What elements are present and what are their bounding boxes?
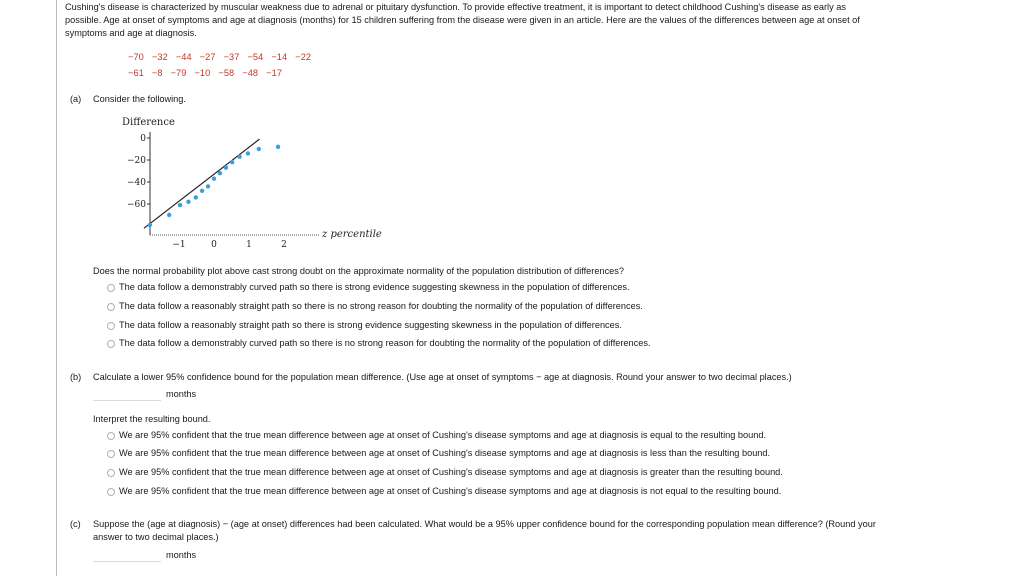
data-point <box>194 195 198 199</box>
part-c-units: months <box>166 550 197 560</box>
x-tick-label: 0 <box>211 240 217 250</box>
intro-line-2: possible. Age at onset of symptoms and age at diagnosis (months) for 15 children suffering from the disease were given in an article. Here are the values of the differences between age at onset of <box>65 15 860 25</box>
part-a-label: (a) <box>70 94 82 104</box>
intro-line-3: symptoms and age at diagnosis. <box>65 28 197 38</box>
data-value: −14 <box>271 52 288 62</box>
y-tick-label: −20 <box>127 156 146 166</box>
radio-a-3[interactable] <box>107 322 115 330</box>
data-value: −54 <box>247 52 264 62</box>
data-value: −10 <box>194 68 211 78</box>
data-point <box>218 171 222 175</box>
radio-b-1[interactable] <box>107 432 115 440</box>
option-a-3[interactable]: The data follow a reasonably straight path so there is strong evidence suggesting skewness in the population of differences. <box>119 320 622 330</box>
data-point <box>246 151 250 155</box>
x-tick-label: 2 <box>281 240 287 250</box>
intro-line-1: Cushing's disease is characterized by muscular weakness due to adrenal or pituitary dysfunction. To provide effective treatment, it is important to detect childhood Cushing's disease as early as <box>65 2 846 12</box>
lower-bound-input[interactable] <box>93 388 161 401</box>
data-row-2 <box>128 68 290 78</box>
data-point <box>230 160 234 164</box>
part-b-label: (b) <box>70 372 82 382</box>
data-value: −79 <box>170 68 187 78</box>
data-point <box>148 223 152 227</box>
radio-b-3[interactable] <box>107 469 115 477</box>
x-tick-label: −1 <box>172 240 186 250</box>
data-value: −8 <box>151 68 163 78</box>
x-axis-label: z percentile <box>322 229 382 240</box>
data-value: −70 <box>128 52 144 62</box>
radio-a-1[interactable] <box>107 284 115 292</box>
data-row-1 <box>128 52 319 62</box>
data-point <box>224 166 228 170</box>
radio-b-2[interactable] <box>107 450 115 458</box>
radio-b-4[interactable] <box>107 488 115 496</box>
data-point <box>200 189 204 193</box>
data-point <box>257 147 261 151</box>
data-value: −27 <box>199 52 216 62</box>
part-b-interpret: Interpret the resulting bound. <box>93 414 211 424</box>
option-b-4[interactable]: We are 95% confident that the true mean difference between age at onset of Cushing's disease symptoms and age at diagnosis is not equal to the resulting bound. <box>119 486 782 496</box>
data-value: −32 <box>151 52 168 62</box>
data-value: −48 <box>242 68 259 78</box>
data-point <box>276 145 280 149</box>
option-b-2[interactable]: We are 95% confident that the true mean difference between age at onset of Cushing's disease symptoms and age at diagnosis is less than the resulting bound. <box>119 448 771 458</box>
y-tick-label: −60 <box>127 200 146 210</box>
option-b-1[interactable]: We are 95% confident that the true mean difference between age at onset of Cushing's disease symptoms and age at diagnosis is equal to the resulting bound. <box>119 430 766 440</box>
part-b-units: months <box>166 389 197 399</box>
option-a-1[interactable]: The data follow a demonstrably curved path so there is strong evidence suggesting skewness in the population of differences. <box>119 282 630 292</box>
part-b-prompt: Calculate a lower 95% confidence bound for the population mean difference. (Use age at onset of symptoms − age at diagnosis. Round your answer to two decimal places.) <box>93 372 792 382</box>
radio-a-2[interactable] <box>107 303 115 311</box>
part-c-prompt-line-2: answer to two decimal places.) <box>93 532 219 542</box>
data-value: −44 <box>175 52 192 62</box>
left-border <box>56 0 57 576</box>
data-point <box>178 203 182 207</box>
part-a-question: Does the normal probability plot above cast strong doubt on the approximate normality of the population distribution of differences? <box>93 266 624 276</box>
y-tick-label: 0 <box>140 134 146 144</box>
part-c-label: (c) <box>70 519 81 529</box>
data-value: −17 <box>266 68 283 78</box>
y-tick-label: −40 <box>127 178 146 188</box>
data-point <box>212 177 216 181</box>
option-a-2[interactable]: The data follow a reasonably straight path so there is no strong reason for doubting the normality of the population of differences. <box>119 301 643 311</box>
y-axis-label: Difference <box>122 117 175 128</box>
upper-bound-input[interactable] <box>93 549 161 562</box>
normal-probability-plot <box>110 110 400 255</box>
data-point <box>206 184 210 188</box>
data-point <box>186 200 190 204</box>
data-value: −61 <box>128 68 144 78</box>
data-point <box>237 155 241 159</box>
data-value: −37 <box>223 52 240 62</box>
x-tick-label: 1 <box>246 240 252 250</box>
radio-a-4[interactable] <box>107 340 115 348</box>
option-b-3[interactable]: We are 95% confident that the true mean difference between age at onset of Cushing's disease symptoms and age at diagnosis is greater than the resulting bound. <box>119 467 783 477</box>
option-a-4[interactable]: The data follow a demonstrably curved path so there is no strong reason for doubting the normality of the population of differences. <box>119 338 651 348</box>
data-value: −58 <box>218 68 235 78</box>
part-a-prompt: Consider the following. <box>93 94 186 104</box>
data-value: −22 <box>295 52 312 62</box>
part-c-prompt-line-1: Suppose the (age at diagnosis) − (age at onset) differences had been calculated. What would be a 95% upper confidence bound for the corresponding population mean difference? (Round your <box>93 519 876 529</box>
data-point <box>167 213 171 217</box>
reference-line <box>144 139 260 228</box>
